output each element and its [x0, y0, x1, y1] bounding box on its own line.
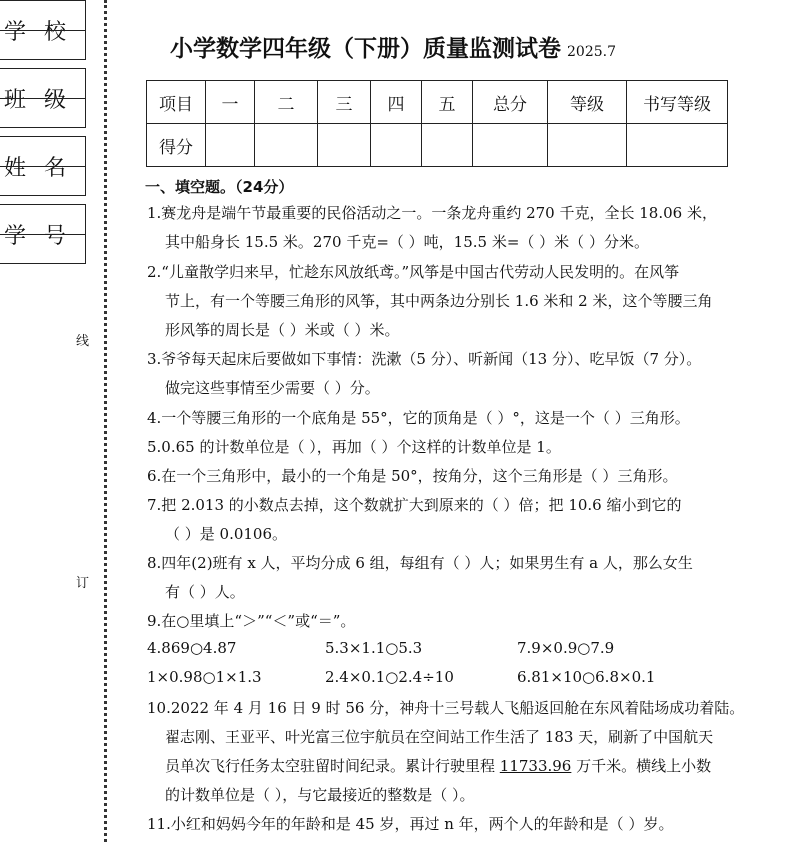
name-label: 姓名	[4, 156, 85, 181]
question-line: 8.四年(2)班有 x 人，平均分成 6 组，每组有（ ）人；如果男生有 a 人，那么女生	[147, 554, 693, 572]
line-text: 员单次飞行任务太空驻留时间纪录。累计行驶里程	[165, 757, 500, 775]
class-field	[0, 68, 86, 128]
score-cell[interactable]	[473, 124, 548, 167]
score-cell[interactable]	[206, 124, 255, 167]
question-line: 9.在○里填上“＞”“＜”或“＝”。	[147, 612, 356, 630]
table-cell: 三	[318, 81, 371, 124]
question-line: 节上，有一个等腰三角形的风筝，其中两条边分别长 1.6 米和 2 米，这个等腰三角	[165, 292, 713, 310]
question-line: （ ）是 0.0106。	[165, 525, 288, 543]
question-line	[165, 755, 711, 776]
table-cell: 等级	[548, 81, 627, 124]
question-line: 翟志刚、王亚平、叶光富三位宇航员在空间站工作生活了 183 天，刷新了中国航天	[165, 728, 714, 746]
score-cell[interactable]	[548, 124, 627, 167]
score-cell[interactable]	[422, 124, 473, 167]
question-line: 1.赛龙舟是端午节最重要的民俗活动之一。一条龙舟重约 270 千克，全长 18.06 米，	[147, 204, 717, 222]
exam-date: 2025.7	[567, 44, 616, 60]
class-label: 班级	[4, 88, 85, 113]
question-line: 10.2022 年 4 月 16 日 9 时 56 分，神舟十三号载人飞船返回舱在东风着陆场成功着陆。	[147, 699, 745, 717]
score-table	[146, 80, 728, 167]
question-line: 其中船身长 15.5 米。270 千克=（ ）吨，15.5 米=（ ）米（ ）分米。	[165, 233, 649, 251]
name-field	[0, 136, 86, 196]
score-cell[interactable]	[371, 124, 422, 167]
table-cell: 一	[206, 81, 255, 124]
score-cell[interactable]	[318, 124, 371, 167]
table-cell: 总分	[473, 81, 548, 124]
comparison-item: 7.9×0.9○7.9	[517, 639, 615, 657]
binding-dotted-line	[104, 0, 107, 842]
score-table-header-row	[147, 81, 728, 124]
comparison-item: 6.81×10○6.8×0.1	[517, 668, 656, 686]
section-heading: 一、填空题。（24分）	[145, 178, 294, 196]
student-id-field	[0, 204, 86, 264]
school-blank[interactable]	[0, 30, 85, 59]
underlined-number: 11733.96	[499, 757, 572, 775]
binding-mark-staple: 订	[76, 576, 90, 591]
comparison-item: 1×0.98○1×1.3	[147, 668, 262, 686]
comparison-item: 4.869○4.87	[147, 639, 237, 657]
table-cell: 项目	[147, 81, 206, 124]
question-line: 6.在一个三角形中，最小的一个角是 50°，按角分，这个三角形是（ ）三角形。	[147, 467, 678, 485]
binding-mark-line: 线	[76, 334, 90, 349]
question-line: 形风筝的周长是（ ）米或（ ）米。	[165, 321, 400, 339]
school-label: 学校	[4, 20, 85, 45]
line-text: 万千米。横线上小数	[571, 757, 712, 775]
score-cell[interactable]	[627, 124, 728, 167]
question-line: 3.爷爷每天起床后要做如下事情：洗漱（5 分）、听新闻（13 分）、吃早饭（7 分）。	[147, 350, 702, 368]
student-id-label: 学号	[4, 224, 85, 249]
question-line: 4.一个等腰三角形的一个底角是 55°，它的顶角是（ ）°，这是一个（ ）三角形。	[147, 409, 690, 427]
comparison-item: 2.4×0.1○2.4÷10	[325, 668, 454, 686]
question-line: 11.小红和妈妈今年的年龄和是 45 岁，再过 n 年，两个人的年龄和是（ ）岁。	[147, 815, 674, 833]
question-line: 5.0.65 的计数单位是（ ），再加（ ）个这样的计数单位是 1。	[147, 438, 561, 456]
comparison-item: 5.3×1.1○5.3	[325, 639, 423, 657]
score-table-score-row	[147, 124, 728, 167]
table-cell: 书写等级	[627, 81, 728, 124]
question-line: 有（ ）人。	[165, 583, 245, 601]
title-text: 小学数学四年级（下册）质量监测试卷	[170, 35, 561, 62]
name-blank[interactable]	[0, 166, 85, 195]
table-cell: 五	[422, 81, 473, 124]
page-title	[170, 30, 616, 63]
class-blank[interactable]	[0, 98, 85, 127]
question-line: 做完这些事情至少需要（ ）分。	[165, 379, 380, 397]
table-cell: 四	[371, 81, 422, 124]
question-line: 的计数单位是（ ），与它最接近的整数是（ ）。	[165, 786, 475, 804]
question-line: 2.“儿童散学归来早，忙趁东风放纸鸢。”风筝是中国古代劳动人民发明的。在风筝	[147, 263, 680, 281]
score-cell[interactable]	[255, 124, 318, 167]
question-line: 7.把 2.013 的小数点去掉，这个数就扩大到原来的（ ）倍；把 10.6 缩小到它的	[147, 496, 682, 514]
binding-strip	[0, 0, 100, 842]
school-field	[0, 0, 86, 60]
table-cell: 得分	[147, 124, 206, 167]
student-id-blank[interactable]	[0, 234, 85, 263]
table-cell: 二	[255, 81, 318, 124]
